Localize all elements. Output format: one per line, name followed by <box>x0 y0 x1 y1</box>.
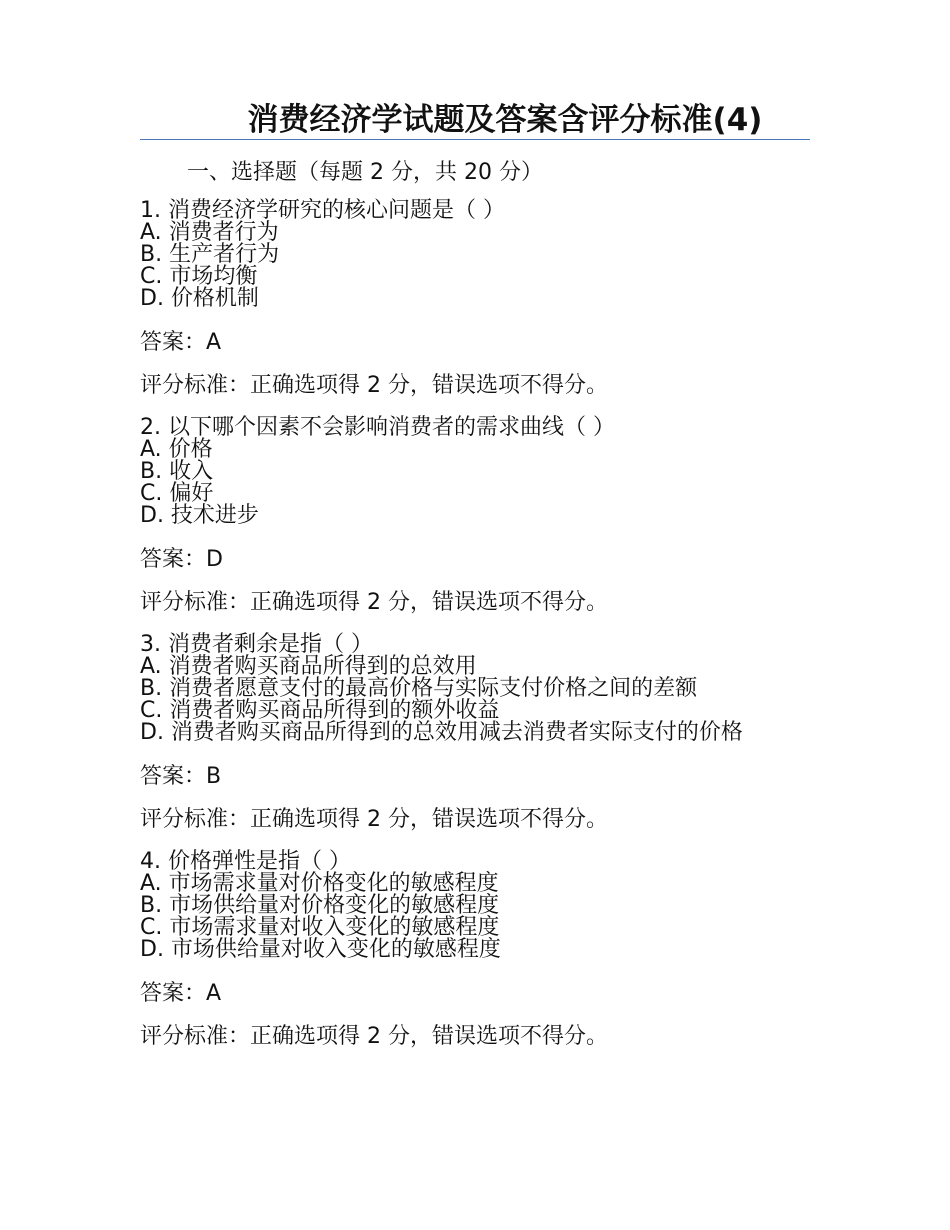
option-b: B. 消费者愿意支付的最高价格与实际支付价格之间的差额 <box>140 676 698 701</box>
question-2 <box>140 417 810 619</box>
option-d: D. 市场供给量对收入变化的敏感程度 <box>140 937 501 962</box>
option-c: C. 消费者购买商品所得到的额外收益 <box>140 698 500 723</box>
option-c: C. 市场均衡 <box>140 264 258 289</box>
option-c: C. 市场需求量对收入变化的敏感程度 <box>140 915 500 940</box>
question-3 <box>140 634 810 836</box>
answer-line: 答案：A <box>140 330 222 355</box>
option-b: B. 生产者行为 <box>140 242 280 267</box>
scoring-standard: 评分标准：正确选项得 2 分，错误选项不得分。 <box>140 807 608 832</box>
question-stem: 4. 价格弹性是指（ ） <box>140 849 351 874</box>
question-stem: 2. 以下哪个因素不会影响消费者的需求曲线（ ） <box>140 415 615 440</box>
question-4 <box>140 851 810 1053</box>
option-list <box>140 222 810 310</box>
question-list <box>140 200 810 1053</box>
question-stem: 3. 消费者剩余是指（ ） <box>140 632 373 657</box>
document-title: 消费经济学试题及答案含评分标准(4) <box>247 102 763 138</box>
option-a: A. 消费者行为 <box>140 220 279 245</box>
answer-line: 答案：A <box>140 981 222 1006</box>
scoring-standard: 评分标准：正确选项得 2 分，错误选项不得分。 <box>140 590 608 615</box>
option-c: C. 偏好 <box>140 481 214 506</box>
option-d: D. 技术进步 <box>140 503 259 528</box>
question-stem: 1. 消费经济学研究的核心问题是（ ） <box>140 198 505 223</box>
scoring-standard: 评分标准：正确选项得 2 分，错误选项不得分。 <box>140 373 608 398</box>
option-d: D. 价格机制 <box>140 286 259 311</box>
question-1 <box>140 200 810 402</box>
option-a: A. 价格 <box>140 437 213 462</box>
title-underline <box>140 139 810 140</box>
answer-line: 答案：D <box>140 547 223 572</box>
section-heading: 一、选择题（每题 2 分，共 20 分） <box>187 160 543 185</box>
scoring-standard: 评分标准：正确选项得 2 分，错误选项不得分。 <box>140 1024 608 1049</box>
option-list <box>140 439 810 527</box>
option-d: D. 消费者购买商品所得到的总效用减去消费者实际支付的价格 <box>140 720 743 745</box>
option-a: A. 消费者购买商品所得到的总效用 <box>140 654 477 679</box>
answer-line: 答案：B <box>140 764 222 789</box>
option-list <box>140 656 810 744</box>
option-a: A. 市场需求量对价格变化的敏感程度 <box>140 871 499 896</box>
option-list <box>140 873 810 961</box>
option-b: B. 收入 <box>140 459 214 484</box>
option-b: B. 市场供给量对价格变化的敏感程度 <box>140 893 500 918</box>
